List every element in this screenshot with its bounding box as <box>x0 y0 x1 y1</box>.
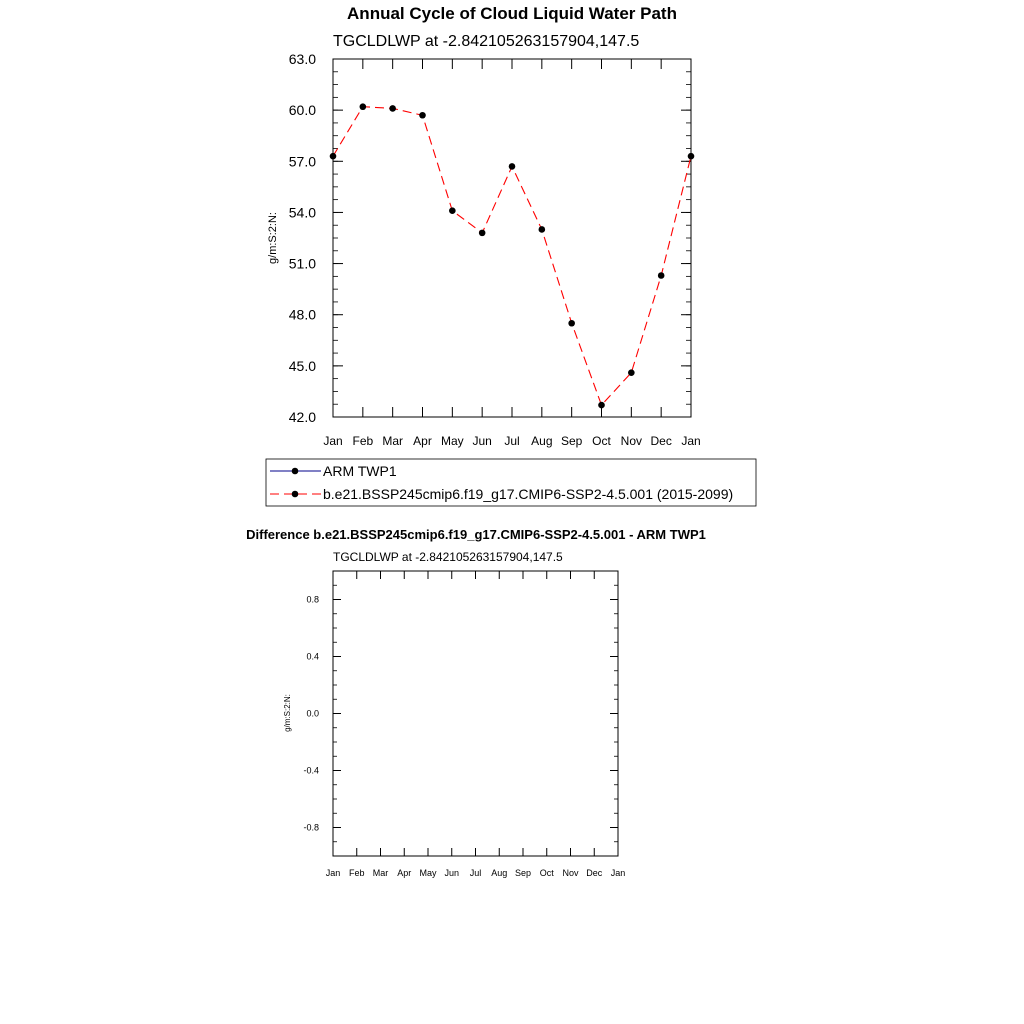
data-point <box>568 320 575 327</box>
bottom-plot-frame <box>333 571 618 856</box>
data-point <box>509 163 516 170</box>
x-tick-label: Feb <box>348 868 365 878</box>
x-tick-label: Jun <box>472 434 492 448</box>
x-tick-label: Aug <box>491 868 508 878</box>
y-tick-label: 45.0 <box>288 357 316 374</box>
legend-marker-arm <box>292 468 299 475</box>
y-tick-label: 48.0 <box>288 306 316 323</box>
bottom-chart-subtitle: TGCLDLWP at -2.842105263157904,147.5 <box>333 550 563 564</box>
legend <box>266 459 756 506</box>
y-tick-label: 51.0 <box>288 255 316 272</box>
data-point <box>419 112 426 119</box>
top-chart <box>267 4 701 448</box>
data-point <box>658 272 665 279</box>
series-points-model <box>330 103 695 408</box>
bottom-y-tick-labels <box>303 595 319 833</box>
x-tick-label: Sep <box>560 434 583 448</box>
x-tick-label: Jun <box>444 868 460 878</box>
legend-marker-model <box>292 491 299 498</box>
x-tick-label: May <box>440 434 464 448</box>
x-tick-label: Dec <box>650 434 672 448</box>
x-tick-label: Mar <box>382 434 404 448</box>
bottom-axis-ticks <box>333 571 618 856</box>
data-point <box>539 226 546 233</box>
data-point <box>598 402 605 409</box>
x-tick-label: Jan <box>681 434 701 448</box>
x-tick-label: Apr <box>397 868 412 878</box>
x-tick-label: Nov <box>620 434 643 448</box>
y-tick-label: -0.8 <box>303 822 319 833</box>
bottom-chart <box>246 527 706 878</box>
data-point <box>449 207 456 214</box>
x-tick-label: Mar <box>372 868 389 878</box>
y-tick-label: 57.0 <box>288 153 316 170</box>
x-tick-label: Oct <box>539 868 554 878</box>
y-tick-label: 42.0 <box>288 409 316 425</box>
data-point <box>479 230 486 237</box>
data-point <box>360 103 367 110</box>
data-point <box>628 369 635 376</box>
x-tick-label: Jan <box>610 868 626 878</box>
top-axis-ticks <box>333 59 691 417</box>
top-y-axis-label: g/m:S:2:N: <box>267 212 279 264</box>
top-y-tick-labels <box>289 51 316 425</box>
x-tick-label: Apr <box>413 434 432 448</box>
top-x-tick-labels <box>323 434 700 448</box>
y-tick-label: 63.0 <box>288 51 316 67</box>
top-chart-title: Annual Cycle of Cloud Liquid Water Path <box>347 4 677 23</box>
legend-label-arm: ARM TWP1 <box>323 463 397 479</box>
y-tick-label: 0.8 <box>306 594 319 605</box>
y-tick-label: -0.4 <box>303 765 319 776</box>
data-point <box>389 105 396 112</box>
x-tick-label: Feb <box>352 434 374 448</box>
x-tick-label: Jul <box>504 434 520 448</box>
x-tick-label: Jan <box>323 434 343 448</box>
data-point <box>688 153 695 160</box>
bottom-y-axis-label: g/m:S:2:N: <box>283 694 292 732</box>
x-tick-label: Oct <box>592 434 611 448</box>
x-tick-label: Jan <box>325 868 341 878</box>
x-tick-label: Dec <box>586 868 603 878</box>
y-tick-label: 60.0 <box>288 102 316 119</box>
x-tick-label: Sep <box>514 868 532 878</box>
legend-label-model: b.e21.BSSP245cmip6.f19_g17.CMIP6-SSP2-4.5.001 (2015-2099) <box>323 486 734 502</box>
y-tick-label: 0.0 <box>306 708 319 719</box>
bottom-x-tick-labels <box>326 868 626 878</box>
x-tick-label: Nov <box>562 868 579 878</box>
top-chart-subtitle: TGCLDLWP at -2.842105263157904,147.5 <box>333 33 640 50</box>
x-tick-label: Aug <box>531 434 553 448</box>
x-tick-label: Jul <box>469 868 482 878</box>
series-line-model <box>333 107 691 405</box>
bottom-chart-title: Difference b.e21.BSSP245cmip6.f19_g17.CMIP6-SSP2-4.5.001 - ARM TWP1 <box>246 527 706 542</box>
top-plot-frame <box>333 59 691 417</box>
y-tick-label: 54.0 <box>288 204 316 221</box>
data-point <box>330 153 337 160</box>
x-tick-label: May <box>419 868 437 878</box>
y-tick-label: 0.4 <box>306 651 319 662</box>
